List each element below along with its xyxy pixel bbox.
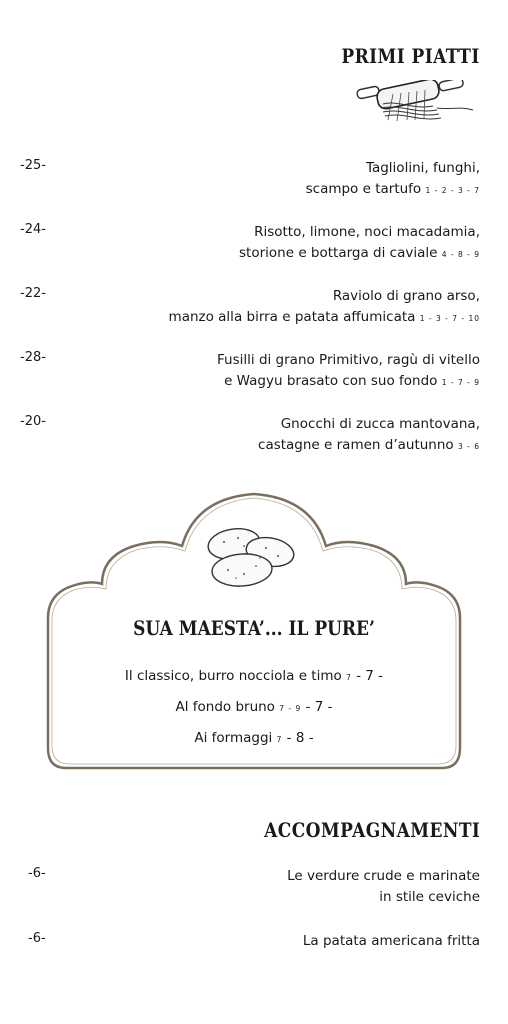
pure-item [0,668,508,684]
item-description [258,414,480,457]
item-line1: Risotto, limone, noci macadamia, [254,224,480,240]
item-description [239,222,480,265]
item-description [306,158,480,201]
item-line2: storione e bottarga di caviale [239,245,438,261]
item-price: -6- [28,866,46,881]
section-title-primi: PRIMI PIATTI [341,44,480,68]
section-title-pure: SUA MAESTA’... IL PURE’ [133,616,375,640]
section-title-contorni: ACCOMPAGNAMENTI [263,818,480,842]
item-allergens: 1 - 3 - 7 - 10 [419,314,480,323]
item-price: -25- [20,158,46,173]
item-price: -28- [20,350,46,365]
pure-item-name: Il classico, burro nocciola e timo [124,668,342,684]
item-description [217,350,480,393]
item-line1: Le verdure crude e marinate [287,868,480,884]
pure-item-allergens: 7 [346,673,352,682]
item-line2: e Wagyu brasato con suo fondo [224,373,438,389]
item-allergens: 1 - 2 - 3 - 7 [425,186,480,195]
item-line1: Raviolo di grano arso, [332,288,480,304]
item-line2: manzo alla birra e patata affumicata [168,309,416,325]
item-line2: scampo e tartufo [305,181,422,197]
item-description [287,866,480,908]
pure-item-name: Ai formaggi [194,730,273,746]
item-line1: Gnocchi di zucca mantovana, [280,416,480,432]
item-price: -24- [20,222,46,237]
item-description [169,286,480,329]
item-line1: Tagliolini, funghi, [365,160,480,176]
pure-item-allergens: 7 [276,735,283,744]
item-allergens: 3 - 6 [457,442,480,451]
potatoes-icon [198,524,300,590]
pure-item-name: Al fondo bruno [175,699,275,715]
item-price: -20- [20,414,46,429]
pure-item [0,730,508,746]
item-price: -22- [20,286,46,301]
item-description [303,931,480,952]
item-line2: in stile ceviche [379,889,480,905]
item-price: -6- [28,931,46,946]
pure-item-allergens: 7 - 9 [279,704,302,713]
pure-item-price: - 8 - [282,730,314,746]
item-allergens: 4 - 8 - 9 [441,250,480,259]
item-line1: La patata americana fritta [302,933,480,949]
item-allergens: 1 - 7 - 9 [441,378,480,387]
pure-item-price: - 7 - [351,668,384,684]
item-line1: Fusilli di grano Primitivo, ragù di vitello [217,352,480,368]
rolling-pin-pasta-icon [353,80,483,124]
pure-item-price: - 7 - [301,699,333,715]
pure-item [0,699,508,715]
item-line2: castagne e ramen d’autunno [258,437,454,453]
